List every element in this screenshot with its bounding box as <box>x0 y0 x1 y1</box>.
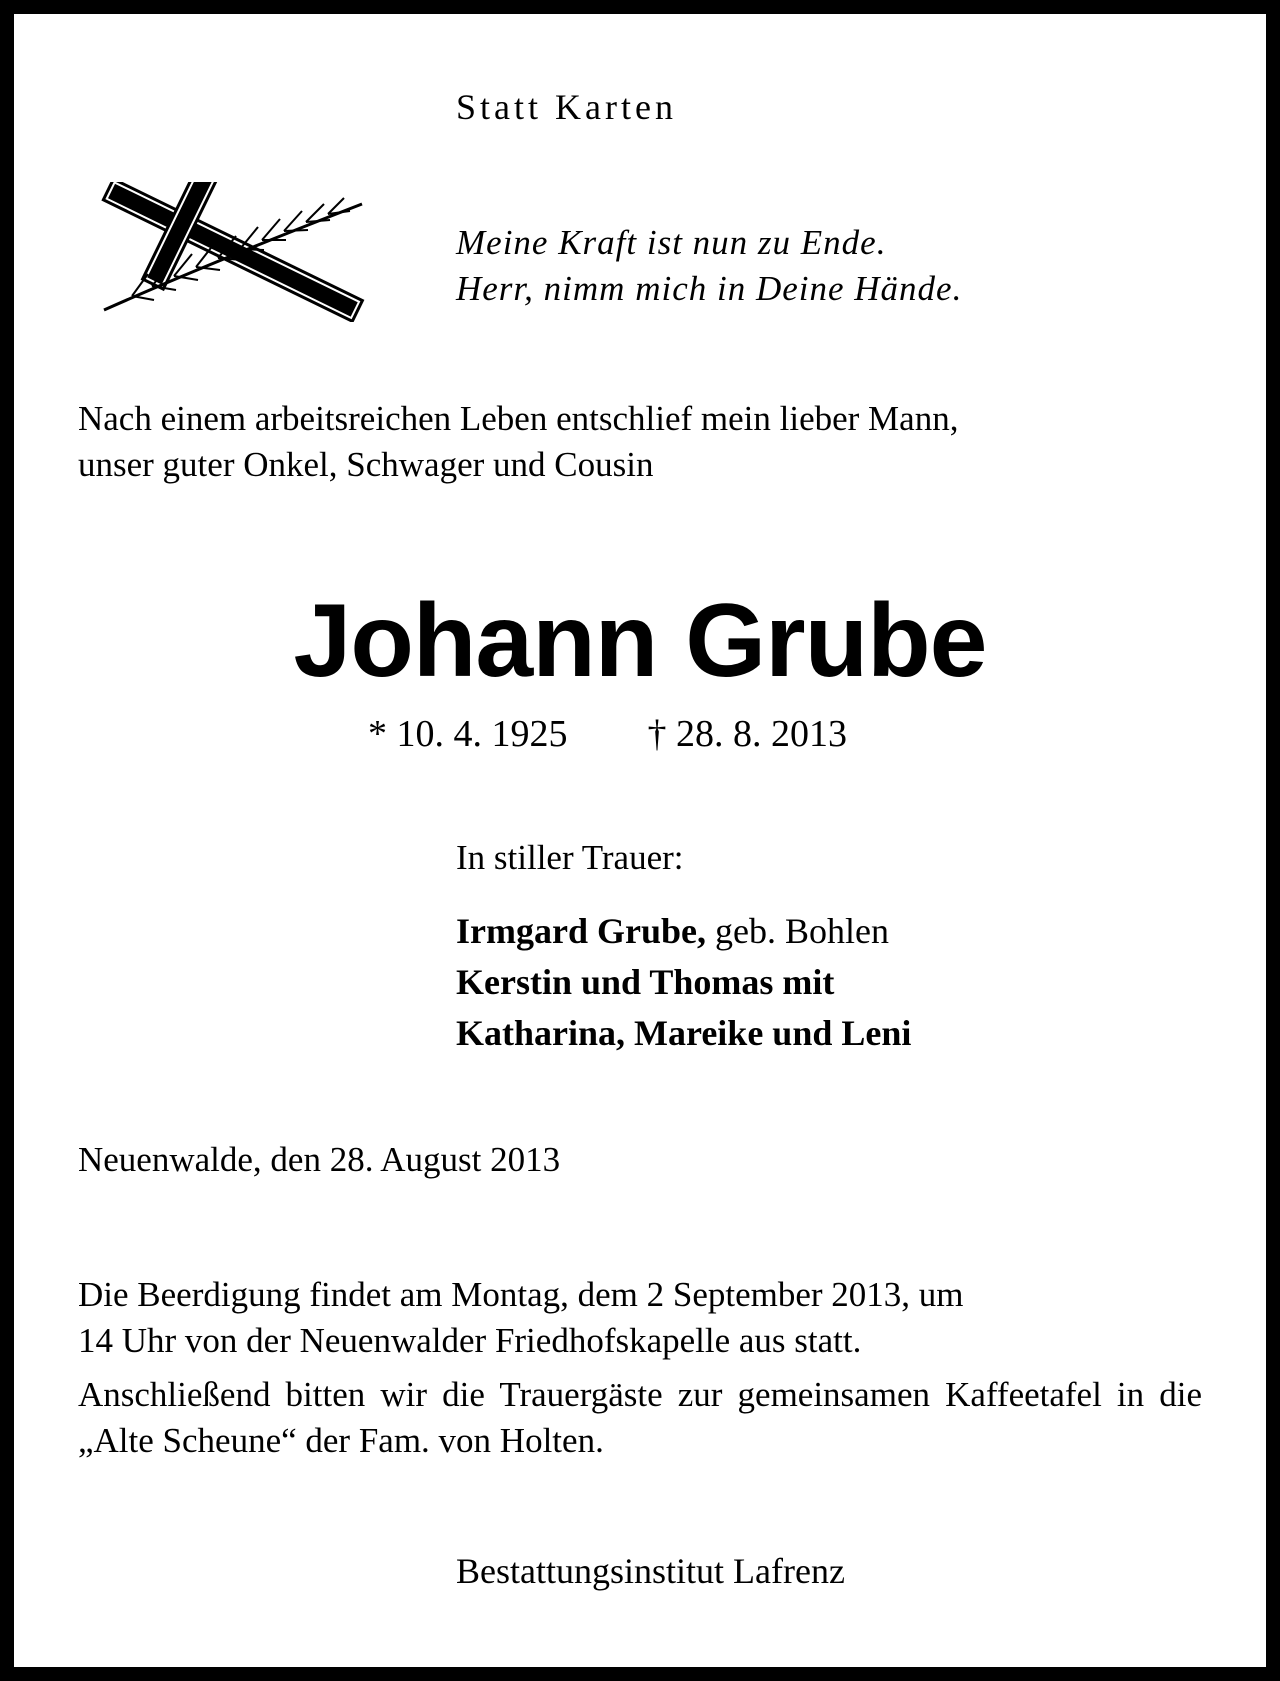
statt-karten-heading: Statt Karten <box>456 87 677 127</box>
coffee-invitation: Anschließend bitten wir die Trauergäste zur gemeinsamen Kaffeetafel in die „Alte Scheune“ der Fam. von Holten. <box>78 1375 1202 1460</box>
funeral-line-2: 14 Uhr von der Neuenwalder Friedhofskapelle aus statt. <box>78 1321 862 1360</box>
life-dates <box>368 712 847 756</box>
mourners-list <box>456 906 911 1059</box>
intro-line-2: unser guter Onkel, Schwager und Cousin <box>78 445 654 484</box>
deceased-name: Johann Grube <box>293 583 987 699</box>
death-date: † 28. 8. 2013 <box>647 713 847 755</box>
mourner-line-1 <box>456 906 911 957</box>
funeral-line-1: Die Beerdigung findet am Montag, dem 2 September 2013, um <box>78 1275 964 1314</box>
widow-maiden-name: geb. Bohlen <box>705 911 889 951</box>
verse-line-1: Meine Kraft ist nun zu Ende. <box>456 223 887 262</box>
birth-date: * 10. 4. 1925 <box>368 713 568 755</box>
widow-name: Irmgard Grube, <box>456 911 706 951</box>
funeral-info <box>78 1272 1202 1364</box>
bible-verse <box>456 220 962 312</box>
mourner-line-2: Kerstin und Thomas mit <box>456 962 835 1002</box>
intro-text <box>78 396 1202 488</box>
undertaker-name: Bestattungsinstitut Lafrenz <box>456 1551 845 1591</box>
mourner-line-3: Katharina, Mareike und Leni <box>456 1013 912 1053</box>
mourning-label: In stiller Trauer: <box>456 838 684 877</box>
verse-line-2: Herr, nimm mich in Deine Hände. <box>456 269 963 308</box>
place-and-date: Neuenwalde, den 28. August 2013 <box>78 1140 561 1179</box>
intro-line-1: Nach einem arbeitsreichen Leben entschlief mein lieber Mann, <box>78 399 959 438</box>
cross-palm-icon <box>92 182 377 322</box>
